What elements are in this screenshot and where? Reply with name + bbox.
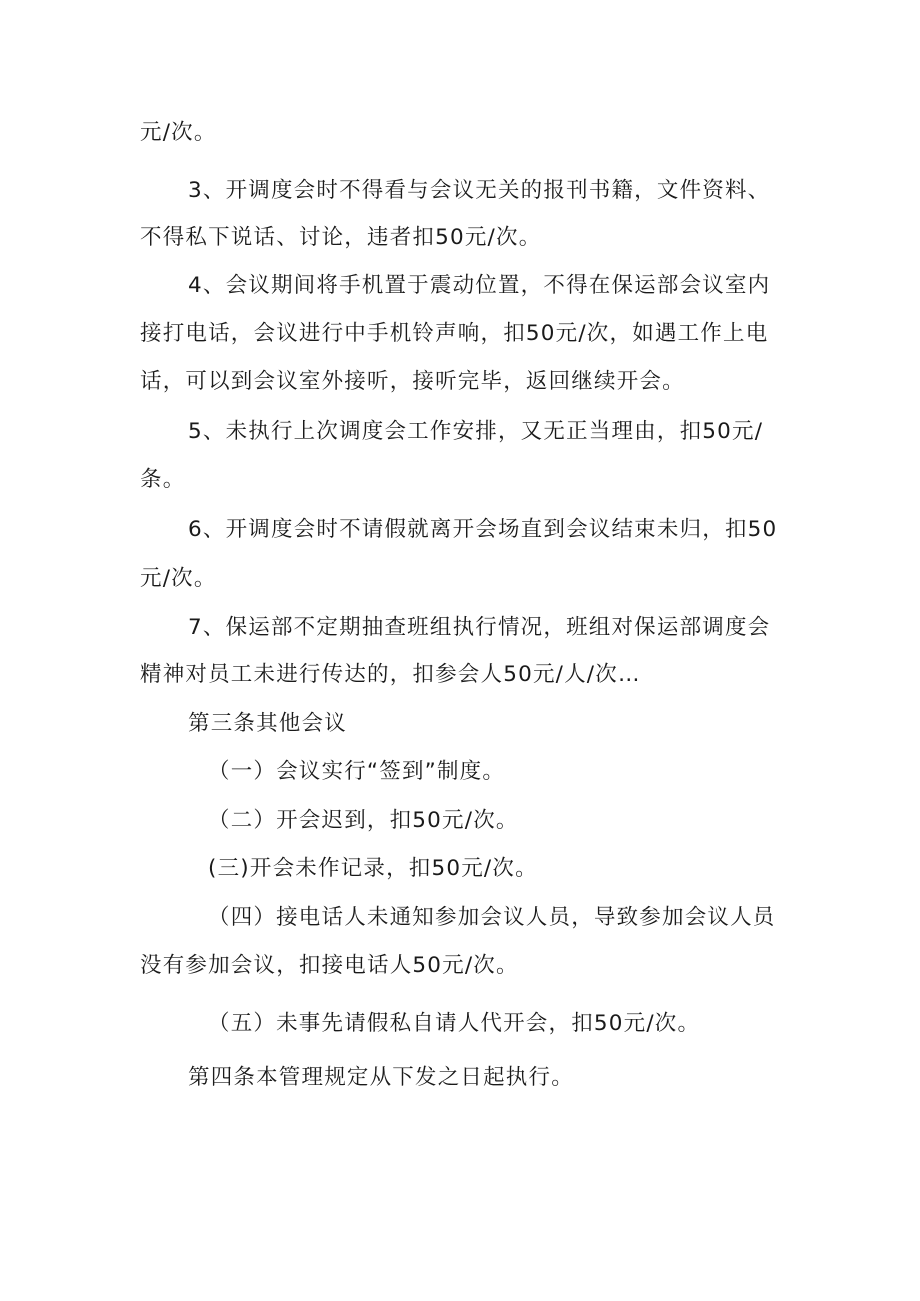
text-line: 条。 <box>140 467 186 492</box>
text-line: （五）未事先请假私自请人代开会，扣50元/次。 <box>208 1011 701 1036</box>
text-line: 接打电话，会议进行中手机铃声响，扣50元/次，如遇工作上电 <box>140 321 769 346</box>
text-line: 6、开调度会时不请假就离开会场直到会议结束未归，扣50 <box>188 517 778 542</box>
text-line: 精神对员工未进行传达的，扣参会人50元/人/次… <box>140 662 641 687</box>
text-line: （四）接电话人未通知参加会议人员，导致参加会议人员 <box>208 905 776 930</box>
text-line: 元/次。 <box>140 120 217 145</box>
text-line: 4、会议期间将手机置于震动位置，不得在保运部会议室内 <box>188 273 771 298</box>
text-line: （一）会议实行“签到”制度。 <box>208 759 506 784</box>
text-line: （二）开会迟到，扣50元/次。 <box>208 808 519 833</box>
text-line: 5、未执行上次调度会工作安排，又无正当理由，扣50元/ <box>188 419 764 444</box>
text-line: 元/次。 <box>140 566 217 591</box>
section-heading: 第三条其他会议 <box>188 711 347 736</box>
text-line: 不得私下说话、讨论，违者扣50元/次。 <box>140 225 542 250</box>
text-line: 7、保运部不定期抽查班组执行情况，班组对保运部调度会 <box>188 615 771 640</box>
text-line: 没有参加会议，扣接电话人50元/次。 <box>140 953 519 978</box>
section-heading: 第四条本管理规定从下发之日起执行。 <box>188 1065 574 1090</box>
text-line: (三)开会未作记录，扣50元/次。 <box>208 856 538 881</box>
text-line: 3、开调度会时不得看与会议无关的报刊书籍，文件资料、 <box>188 178 771 203</box>
text-line: 话，可以到会议室外接听，接听完毕，返回继续开会。 <box>140 369 685 394</box>
